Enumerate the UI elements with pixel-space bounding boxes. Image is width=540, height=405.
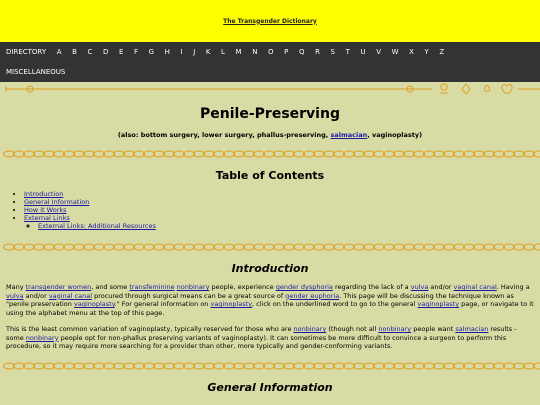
nav-link-x[interactable]: X [409, 48, 414, 56]
alphabet-nav [0, 42, 540, 82]
inline-link-nonbinary[interactable]: nonbinary [378, 325, 412, 333]
nav-link-n[interactable]: N [252, 48, 258, 56]
inline-link-gender-dysphoria[interactable]: gender dysphoria [275, 283, 333, 291]
inline-link-vaginoplasty[interactable]: vaginoplasty [417, 300, 460, 308]
nav-link-e[interactable]: E [118, 48, 124, 56]
toc-heading: Table of Contents [215, 169, 325, 182]
chain-divider-2 [0, 240, 540, 254]
site-title-link[interactable]: The Transgender Dictionary [223, 17, 317, 25]
chain-divider-3 [0, 359, 540, 373]
nav-link-g[interactable]: G [148, 48, 155, 56]
paragraph-text: and/or [428, 283, 454, 291]
toc-link-how-it-works[interactable]: How it Works [24, 206, 67, 214]
nav-link-d[interactable]: D [102, 48, 109, 56]
inline-link-salmacian[interactable]: salmacian [455, 325, 489, 333]
nav-link-c[interactable]: C [87, 48, 93, 56]
nav-link-z[interactable]: Z [439, 48, 445, 56]
nav-link-k[interactable]: K [205, 48, 211, 56]
toc-link-general-information[interactable]: General Information [24, 198, 90, 206]
nav-link-l[interactable]: L [221, 48, 225, 56]
toc-item [24, 214, 540, 230]
nav-link-p[interactable]: P [284, 48, 289, 56]
nav-row-letters [6, 42, 534, 62]
paragraph-text: people, experience [209, 283, 276, 291]
intro-paragraph-1 [6, 283, 534, 317]
inline-link-vaginoplasty[interactable]: vaginoplasty [210, 300, 253, 308]
paragraph-text: ." For general information on [114, 300, 211, 308]
paragraph-text: (though not all [326, 325, 379, 333]
aliases-suffix: , vaginoplasty) [367, 131, 423, 139]
paragraph-text: procured through surgical means can be a great source of [92, 291, 286, 300]
toc-link-additional-resources[interactable]: External Links: Additional Resources [38, 222, 156, 230]
inline-link-nonbinary[interactable]: nonbinary [176, 283, 210, 291]
aliases-line [0, 131, 540, 139]
chain-divider-1 [0, 147, 540, 161]
paragraph-text: Many [6, 283, 26, 291]
toc-subitem [38, 222, 540, 230]
paragraph-text: regarding the lack of a [332, 283, 411, 291]
general-heading: General Information [207, 380, 333, 394]
nav-link-v[interactable]: V [376, 48, 381, 56]
nav-link-r[interactable]: R [315, 48, 320, 56]
nav-link-i[interactable]: I [180, 48, 183, 56]
inline-link-transgender-women[interactable]: transgender women [25, 283, 92, 291]
toc-link-external-links[interactable]: External Links [24, 214, 70, 222]
paragraph-text: page, or navigate to it using the alphabet menu at the top of this page. [6, 300, 534, 317]
toc-sublist [24, 222, 540, 230]
nav-link-directory[interactable]: DIRECTORY [6, 48, 47, 56]
paragraph-text: . Having a [496, 283, 530, 291]
paragraph-text: This is the least common variation of vaginoplasty, typically reserved for those who are [6, 325, 294, 333]
inline-link-gender-euphoria[interactable]: gender euphoria [285, 291, 340, 300]
paragraph-text: . This page will be discussing the technique known as "penile preservation [6, 291, 514, 308]
toc-item [24, 190, 540, 198]
intro-paragraph-2 [6, 325, 534, 351]
toc-link-introduction[interactable]: Introduction [24, 190, 64, 198]
nav-link-s[interactable]: S [330, 48, 335, 56]
nav-link-u[interactable]: U [360, 48, 366, 56]
paragraph-text: , click on the underlined word to go to the general [252, 300, 418, 308]
chain-ornament [0, 359, 540, 373]
inline-link-vaginal-canal[interactable]: vaginal canal [48, 291, 93, 300]
paragraph-text: , and some [91, 283, 130, 291]
paragraph-text: and/or [23, 291, 49, 300]
paragraph-text: results - some [6, 325, 517, 342]
nav-link-o[interactable]: O [268, 48, 274, 56]
nav-link-b[interactable]: B [72, 48, 77, 56]
paragraph-text: people opt for non-phallus preserving variants of vaginoplasty). It can sometimes be more difficult to convince a surgeon to perform this procedure, so it may require more searching for a provider than other, more typically and gender-conforming variants. [6, 333, 507, 350]
page-title: Penile-Preserving [200, 106, 340, 122]
nav-link-w[interactable]: W [391, 48, 399, 56]
aliases-link-salmacian[interactable]: salmacian [330, 131, 368, 139]
nav-link-a[interactable]: A [56, 48, 62, 56]
nav-link-y[interactable]: Y [424, 48, 429, 56]
aliases-prefix: (also: bottom surgery, lower surgery, phallus-preserving, [117, 131, 331, 139]
nav-link-f[interactable]: F [134, 48, 139, 56]
toc-item [24, 198, 540, 206]
nav-link-j[interactable]: J [193, 48, 196, 56]
ornament-line-with-suits [0, 82, 540, 96]
toc-item [24, 206, 540, 214]
nav-row-misc [6, 62, 534, 82]
ornament-divider-top [0, 82, 540, 96]
paragraph-text: people want [411, 325, 456, 333]
inline-link-vulva[interactable]: vulva [410, 283, 429, 291]
site-banner [0, 0, 540, 42]
intro-heading: Introduction [231, 262, 309, 275]
nav-link-h[interactable]: H [164, 48, 170, 56]
nav-link-m[interactable]: M [235, 48, 242, 56]
inline-link-vaginal-canal[interactable]: vaginal canal [453, 283, 497, 291]
inline-link-transfeminine[interactable]: transfeminine [129, 283, 175, 291]
chain-ornament [0, 147, 540, 161]
inline-link-nonbinary[interactable]: nonbinary [25, 333, 59, 342]
table-of-contents [0, 190, 540, 230]
nav-link-q[interactable]: Q [298, 48, 305, 56]
nav-link-miscellaneous[interactable]: MISCELLANEOUS [6, 68, 66, 76]
nav-link-t[interactable]: T [345, 48, 350, 56]
inline-link-vulva[interactable]: vulva [6, 291, 24, 300]
chain-ornament [0, 240, 540, 254]
inline-link-nonbinary[interactable]: nonbinary [293, 325, 327, 333]
inline-link-vaginoplasty[interactable]: vaginoplasty [73, 300, 115, 308]
